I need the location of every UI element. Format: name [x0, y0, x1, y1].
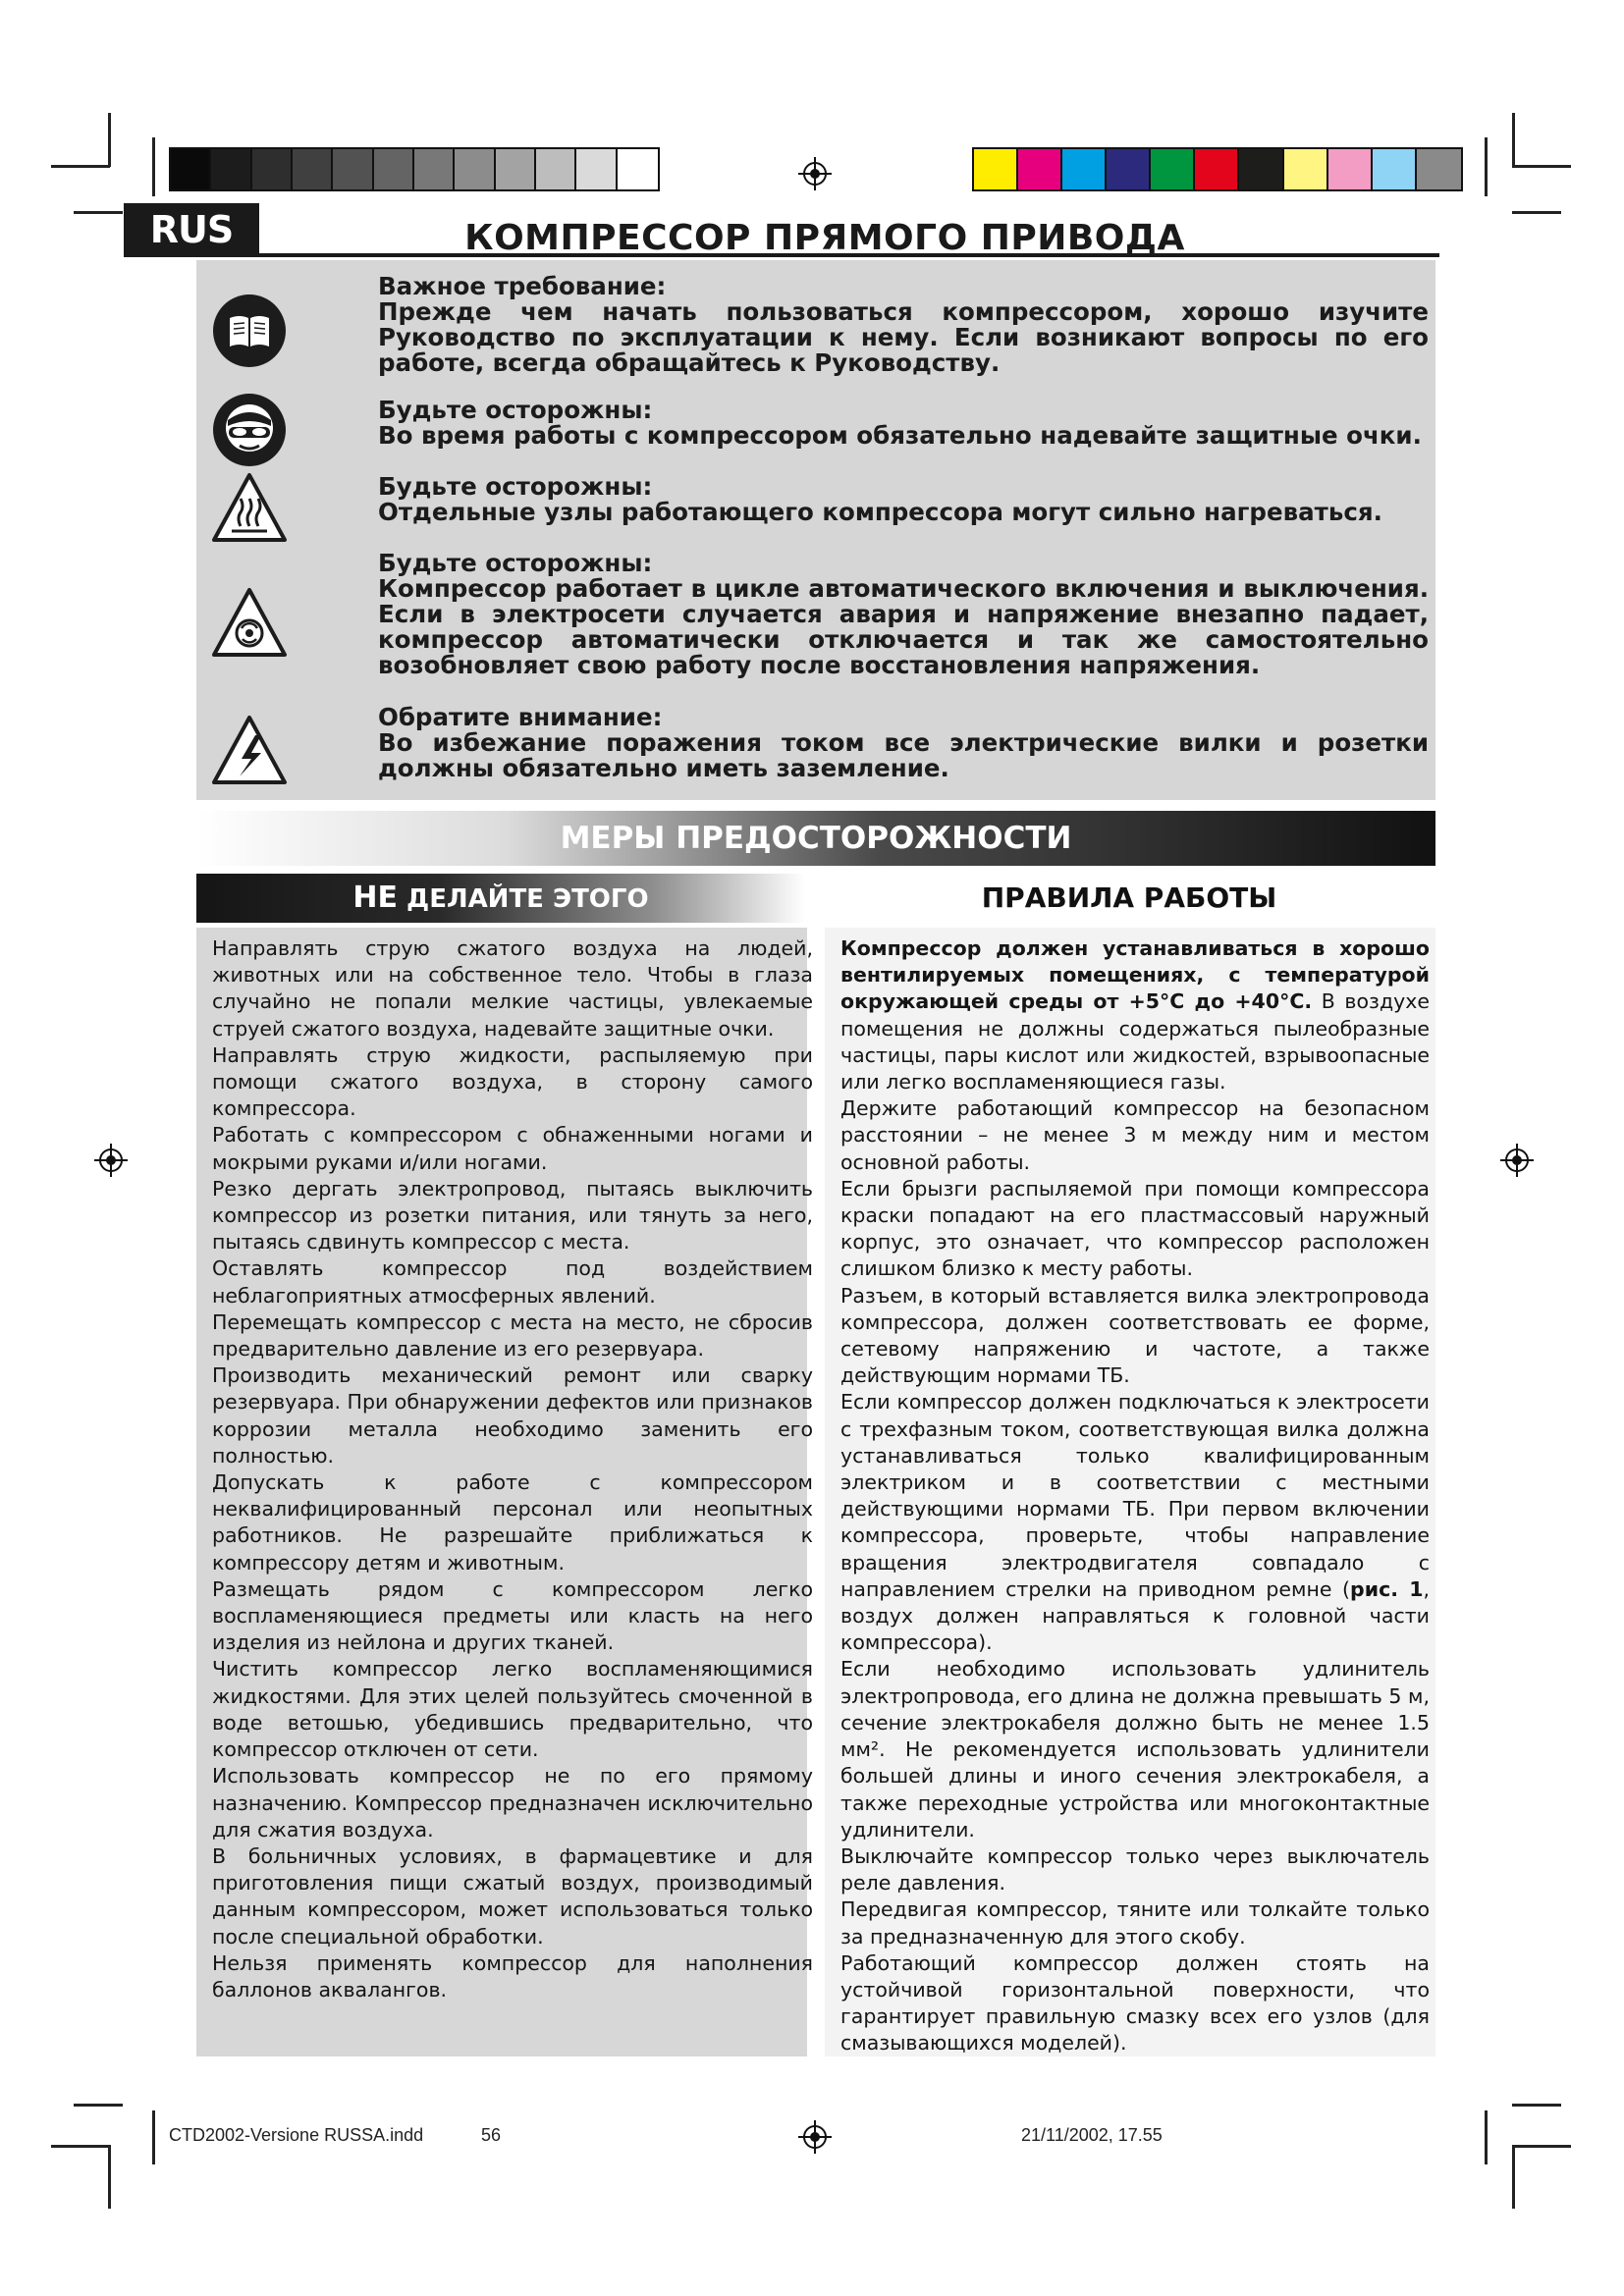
- dont-item: Чистить компрессор легко воспламеняющимися жидкостями. Для этих целей пользуйтесь смоченной в воде ветошью, убедившись предварительно, что компрессор отключен от сети.: [212, 1657, 813, 1762]
- rules-item-bold: Компрессор должен устанавливаться в хорошо вентилируемых помещениях, с температурой окружающей среды от +5°С до +40°С.: [840, 936, 1430, 1014]
- dont-item: Размещать рядом с компрессором легко воспламеняющиеся предметы или класть на него изделия из нейлона и других тканей.: [212, 1576, 813, 1655]
- rules-item: Передвигая компрессор, тяните или толкайте только за предназначенную для этого скобу.: [840, 1897, 1430, 1949]
- rules-item: Держите работающий компрессор на безопасном расстоянии – не менее 3 м между ним и местом основной работы.: [840, 1096, 1430, 1174]
- dont-header-big: НЕ: [352, 881, 398, 915]
- crop-mark: [51, 2145, 110, 2148]
- crop-mark: [1512, 211, 1561, 214]
- dont-list: [212, 935, 813, 2003]
- gray-swatch: [293, 149, 333, 189]
- safety-goggles-icon: [210, 391, 289, 469]
- rules-item-text: , воздух должен направляться к головной части компрессора).: [840, 1576, 1430, 1655]
- dont-item: Работать с компрессором с обнаженными ногами и мокрыми руками и/или ногами.: [212, 1123, 813, 1174]
- crop-mark: [1485, 2110, 1488, 2164]
- warning-heading: Обратите внимание:: [378, 703, 663, 731]
- manual-book-icon: [210, 292, 289, 370]
- footer-date: 21/11/2002, 17.55: [1021, 2125, 1163, 2145]
- registration-mark-icon: [798, 157, 832, 190]
- figure-reference: рис. 1: [1350, 1576, 1424, 1601]
- gray-swatch: [536, 149, 576, 189]
- crop-mark: [108, 2145, 111, 2209]
- dont-item: Нельзя применять компрессор для наполнения баллонов аквалангов.: [212, 1950, 813, 2002]
- dont-item: Направлять струю сжатого воздуха на людей, животных или на собственное тело. Чтобы в глаза случайно не попали мелкие частицы, увлекаемые струей сжатого воздуха, надевайте защитные очки.: [212, 936, 813, 1041]
- automatic-start-icon: [210, 584, 289, 663]
- color-swatch: [1018, 149, 1062, 189]
- color-swatch: [974, 149, 1018, 189]
- dont-item: Направлять струю жидкости, распыляемую при помощи сжатого воздуха, в сторону самого компрессора.: [212, 1042, 813, 1121]
- color-swatch: [1328, 149, 1373, 189]
- warning-body: Во избежание поражения током все электрические вилки и розетки должны обязательно иметь заземление.: [378, 728, 1429, 782]
- gray-swatch: [171, 149, 211, 189]
- dont-item: Производить механический ремонт или сварку резервуара. При обнаружении дефектов или признаков коррозии металла необходимо заменить его полностью.: [212, 1363, 814, 1468]
- section-title: МЕРЫ ПРЕДОСТОРОЖНОСТИ: [560, 821, 1072, 856]
- crop-mark: [51, 165, 110, 168]
- dont-item: В больничных условиях, в фармацевтике и для приготовления пищи сжатый воздух, производимый данным компрессором, может использоваться только после специальной обработки.: [212, 1843, 813, 1949]
- crop-mark: [152, 137, 155, 196]
- dont-header-rest: ДЕЛАЙТЕ ЭТОГО: [398, 884, 649, 914]
- electric-shock-icon: [210, 712, 289, 790]
- gray-swatch: [455, 149, 495, 189]
- crop-mark: [1485, 137, 1488, 196]
- crop-mark: [152, 2110, 155, 2164]
- crop-mark: [74, 211, 123, 214]
- page-title: КОМПРЕССОР ПРЯМОГО ПРИВОДА: [464, 218, 1185, 258]
- warning-item: [378, 474, 1429, 525]
- warning-heading: Будьте осторожны:: [378, 396, 653, 424]
- rules-item: Разъем, в который вставляется вилка электропровода компрессора, должен соответствовать ее форме, сетевому напряжению и частоте, а также действующим нормами ТБ.: [840, 1283, 1430, 1388]
- color-swatch: [1195, 149, 1239, 189]
- gray-swatch: [333, 149, 373, 189]
- dont-item: Резко дергать электропровод, пытаясь выключить компрессор из розетки питания, или тянуть за него, пытаясь сдвинуть компрессор с места.: [212, 1176, 813, 1255]
- registration-mark-icon: [94, 1144, 128, 1177]
- color-calibration-bar: [972, 147, 1463, 191]
- rules-item: [840, 935, 1430, 1095]
- crop-mark: [1512, 2145, 1515, 2209]
- warning-item: [378, 551, 1429, 678]
- color-swatch: [1284, 149, 1328, 189]
- color-swatch: [1373, 149, 1417, 189]
- warning-heading: Будьте осторожны:: [378, 549, 653, 577]
- crop-mark: [1512, 113, 1515, 167]
- warning-heading: Важное требование:: [378, 272, 667, 300]
- color-swatch: [1107, 149, 1151, 189]
- warning-body: Компрессор работает в цикле автоматического включения и выключения. Если в электросети случается авария и напряжение внезапно падает, компрессор автоматически отключается и так же самостоятельно возобновляет свою работу после восстановления напряжения.: [378, 574, 1429, 679]
- warning-item: [378, 398, 1429, 449]
- warning-item: [378, 705, 1429, 781]
- gray-swatch: [576, 149, 617, 189]
- rules-item: Если брызги распыляемой при помощи компрессора краски попадают на его пластмассовый наружный корпус, это означает, что компрессор расположен слишком близко к месту работы.: [840, 1176, 1430, 1281]
- color-swatch: [1417, 149, 1461, 189]
- gray-swatch: [211, 149, 251, 189]
- rules-item: [840, 1389, 1430, 1656]
- warning-item: [378, 274, 1429, 376]
- dont-item: Использовать компрессор не по его прямому назначению. Компрессор предназначен исключительно для сжатия воздуха.: [212, 1764, 813, 1842]
- crop-mark: [1512, 165, 1571, 168]
- gray-swatch: [374, 149, 414, 189]
- gray-swatch: [252, 149, 293, 189]
- rules-list: [840, 935, 1430, 2057]
- dont-item: Оставлять компрессор под воздействием неблагоприятных атмосферных явлений.: [212, 1256, 813, 1308]
- dont-item: Перемещать компрессор с места на место, не сбросив предварительно давление из его резервуара.: [212, 1309, 813, 1362]
- rules-item-text: Если компрессор должен подключаться к электросети с трехфазным током, соответствующая вилка должна устанавливаться только квалифицированным электриком и в соответствии с местными действующими нормами ТБ. При первом включении компрессора, проверьте, чтобы направление вращения электродвигателя совпадало с направлением стрелки на приводном ремне (: [840, 1390, 1430, 1601]
- color-swatch: [1151, 149, 1195, 189]
- crop-mark: [1512, 2104, 1561, 2107]
- dont-header: [196, 874, 805, 923]
- color-swatch: [1239, 149, 1283, 189]
- rules-item: Если необходимо использовать удлинитель электропровода, его длина не должна превышать 5 м, сечение электрокабеля должно быть не менее 1.5 мм². Не рекомендуется использовать удлинители большей длины и иного сечения электрокабеля, а также переходные устройства или многоконтактные удлинители.: [840, 1657, 1430, 1842]
- warning-body: Во время работы с компрессором обязательно надевайте защитные очки.: [378, 421, 1422, 450]
- grayscale-calibration-bar: [169, 147, 660, 191]
- crop-mark: [1512, 2145, 1571, 2148]
- gray-swatch: [618, 149, 658, 189]
- gray-swatch: [414, 149, 455, 189]
- crop-mark: [108, 113, 111, 167]
- warning-body: Прежде чем начать пользоваться компрессором, хорошо изучите Руководство по эксплуатации к нему. Если возникают вопросы по его работе, всегда обращайтесь к Руководству.: [378, 297, 1429, 377]
- hot-surface-icon: [210, 469, 289, 548]
- crop-mark: [74, 2104, 123, 2107]
- language-badge: RUS: [124, 203, 259, 256]
- registration-mark-icon: [798, 2120, 832, 2154]
- gray-swatch: [496, 149, 536, 189]
- rules-item-text: В воздухе помещения не должны содержаться пылеобразные частицы, пары кислот или жидкостей, взрывоопасные или легко воспламеняющиеся газы.: [840, 989, 1431, 1095]
- footer-page-number: 56: [481, 2125, 502, 2145]
- registration-mark-icon: [1500, 1144, 1534, 1177]
- warning-body: Отдельные узлы работающего компрессора могут сильно нагреваться.: [378, 498, 1382, 526]
- footer-filename: CTD2002-Versione RUSSA.indd: [169, 2125, 424, 2145]
- rules-header: ПРАВИЛА РАБОТЫ: [981, 881, 1277, 914]
- rules-item: Выключайте компрессор только через выключатель реле давления.: [840, 1843, 1430, 1896]
- rules-item: Работающий компрессор должен стоять на устойчивой горизонтальной поверхности, что гарантирует правильную смазку всех его узлов (для смазывающихся моделей).: [840, 1950, 1430, 2056]
- color-swatch: [1062, 149, 1107, 189]
- dont-item: Допускать к работе с компрессором неквалифицированный персонал или неопытных работников. Не разрешайте приближаться к компрессору детям и животным.: [212, 1470, 813, 1575]
- warning-heading: Будьте осторожны:: [378, 472, 653, 501]
